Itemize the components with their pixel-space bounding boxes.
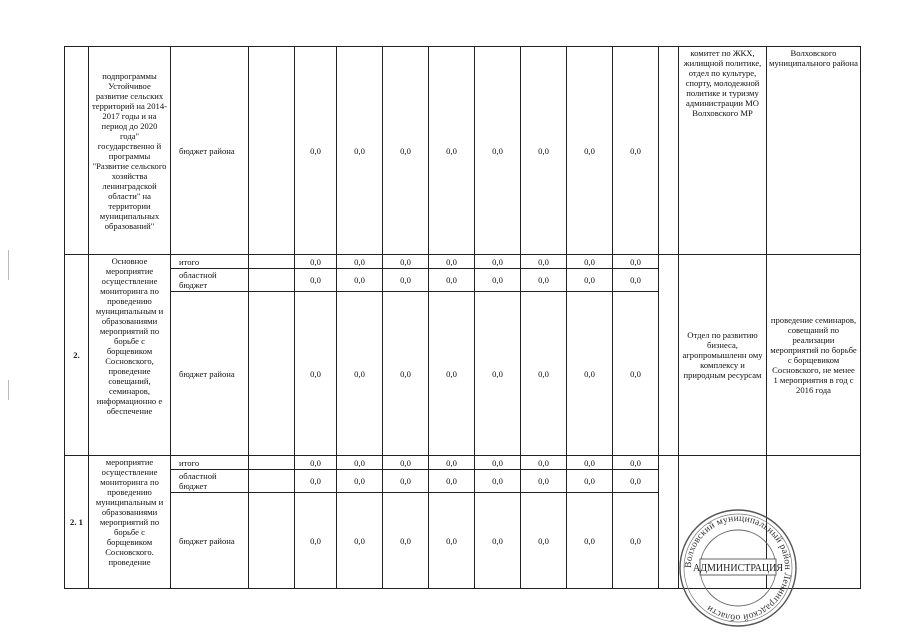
value-cell: 0,0 [429, 470, 475, 493]
empty-cell [249, 470, 295, 493]
value-cell: 0,0 [613, 493, 659, 589]
value-cell: 0,0 [567, 470, 613, 493]
value-cell: 0,0 [475, 269, 521, 292]
empty-cell [659, 255, 679, 456]
funding-source: бюджет района [171, 292, 249, 456]
scan-artifact [8, 250, 9, 280]
value-cell: 0,0 [567, 493, 613, 589]
value-cell: 0,0 [567, 292, 613, 456]
value-cell: 0,0 [613, 292, 659, 456]
value-cell: 0,0 [383, 269, 429, 292]
value-cell: 0,0 [383, 255, 429, 269]
value-cell: 0,0 [295, 470, 337, 493]
value-cell: 0,0 [337, 470, 383, 493]
funding-source: итого [171, 255, 249, 269]
value-cell: 0,0 [475, 292, 521, 456]
value-cell: 0,0 [429, 493, 475, 589]
value-cell: 0,0 [429, 255, 475, 269]
value-cell: 0,0 [429, 456, 475, 470]
value-cell: 0,0 [429, 292, 475, 456]
value-cell: 0,0 [567, 47, 613, 255]
value-cell: 0,0 [521, 269, 567, 292]
table-row [65, 456, 861, 470]
value-cell: 0,0 [613, 255, 659, 269]
value-cell: 0,0 [429, 269, 475, 292]
value-cell: 0,0 [295, 292, 337, 456]
row-number: 2. [65, 255, 89, 456]
value-cell: 0,0 [295, 47, 337, 255]
value-cell: 0,0 [521, 47, 567, 255]
value-cell: 0,0 [383, 47, 429, 255]
value-cell: 0,0 [429, 47, 475, 255]
funding-source: бюджет района [171, 47, 249, 255]
value-cell: 0,0 [567, 255, 613, 269]
value-cell: 0,0 [521, 470, 567, 493]
empty-cell [249, 456, 295, 470]
funding-source: областной бюджет [171, 269, 249, 292]
measure-name: мероприятие осуществление мониторинга по проведению муниципальным и образованиями мероприятий по борьбе с борщевиком Сосновского. проведение [95, 457, 164, 567]
value-cell: 0,0 [613, 47, 659, 255]
funding-source: областной бюджет [171, 470, 249, 493]
value-cell: 0,0 [475, 470, 521, 493]
value-cell: 0,0 [475, 456, 521, 470]
value-cell: 0,0 [383, 493, 429, 589]
stamp-center-text: АДМИНИСТРАЦИЯ [693, 563, 783, 574]
value-cell: 0,0 [337, 493, 383, 589]
empty-cell [249, 47, 295, 255]
empty-cell [659, 47, 679, 255]
table-row [65, 47, 861, 255]
responsible-executor: Отдел по развитию бизнеса, агропромышленн ому комплексу и природным ресурсам [679, 255, 767, 456]
expected-result: проведение семинаров, совещаний по реализации мероприятий по борьбе с борщевиком Сосновского, не менее 1 мероприятия в год с 2016 года [767, 255, 861, 456]
value-cell: 0,0 [475, 493, 521, 589]
value-cell: 0,0 [475, 255, 521, 269]
expected-result: Волховского муниципального района [767, 47, 861, 255]
value-cell: 0,0 [337, 255, 383, 269]
empty-cell [249, 292, 295, 456]
value-cell: 0,0 [383, 456, 429, 470]
value-cell: 0,0 [613, 269, 659, 292]
empty-cell [249, 269, 295, 292]
value-cell: 0,0 [383, 470, 429, 493]
empty-cell [249, 255, 295, 269]
measure-name-cell [89, 255, 171, 456]
value-cell: 0,0 [521, 292, 567, 456]
official-seal-stamp [676, 506, 800, 630]
measure-name-cell [89, 47, 171, 255]
value-cell: 0,0 [475, 47, 521, 255]
scan-artifact [8, 380, 9, 400]
value-cell: 0,0 [337, 269, 383, 292]
value-cell: 0,0 [567, 269, 613, 292]
measure-name: Основное мероприятие осуществление мониторинга по проведению муниципальным и образованиями мероприятий по борьбе с борщевиком Сосновского, проведение совещаний, семинаров, информационно е обеспечение [95, 256, 164, 416]
row-number: 2. 1 [65, 456, 89, 589]
funding-source: итого [171, 456, 249, 470]
value-cell: 0,0 [613, 456, 659, 470]
value-cell: 0,0 [337, 456, 383, 470]
value-cell: 0,0 [521, 493, 567, 589]
funding-source: бюджет района [171, 493, 249, 589]
value-cell: 0,0 [295, 255, 337, 269]
value-cell: 0,0 [295, 493, 337, 589]
value-cell: 0,0 [295, 456, 337, 470]
row-number [65, 47, 89, 255]
value-cell: 0,0 [613, 470, 659, 493]
measure-name: подпрограммы Устойчивое развитие сельских территорий на 2014-2017 годы и на период до 2020 года" государственно й программы "Развитие сельского хозяйства ленинградской области" на территории муниципальных образований" [92, 70, 167, 231]
value-cell: 0,0 [521, 456, 567, 470]
value-cell: 0,0 [383, 292, 429, 456]
value-cell: 0,0 [337, 47, 383, 255]
value-cell: 0,0 [337, 292, 383, 456]
measure-name-cell [89, 456, 171, 589]
empty-cell [249, 493, 295, 589]
responsible-executor: комитет по ЖКХ, жилищной политике, отдел по культуре, спорту, молодежной политике и туризму администрации МО Волховского МР [679, 47, 767, 255]
table-row [65, 255, 861, 269]
value-cell: 0,0 [295, 269, 337, 292]
value-cell: 0,0 [567, 456, 613, 470]
value-cell: 0,0 [521, 255, 567, 269]
stamp-ring-text: Волховский муниципальный район Ленинградской области [683, 513, 793, 623]
